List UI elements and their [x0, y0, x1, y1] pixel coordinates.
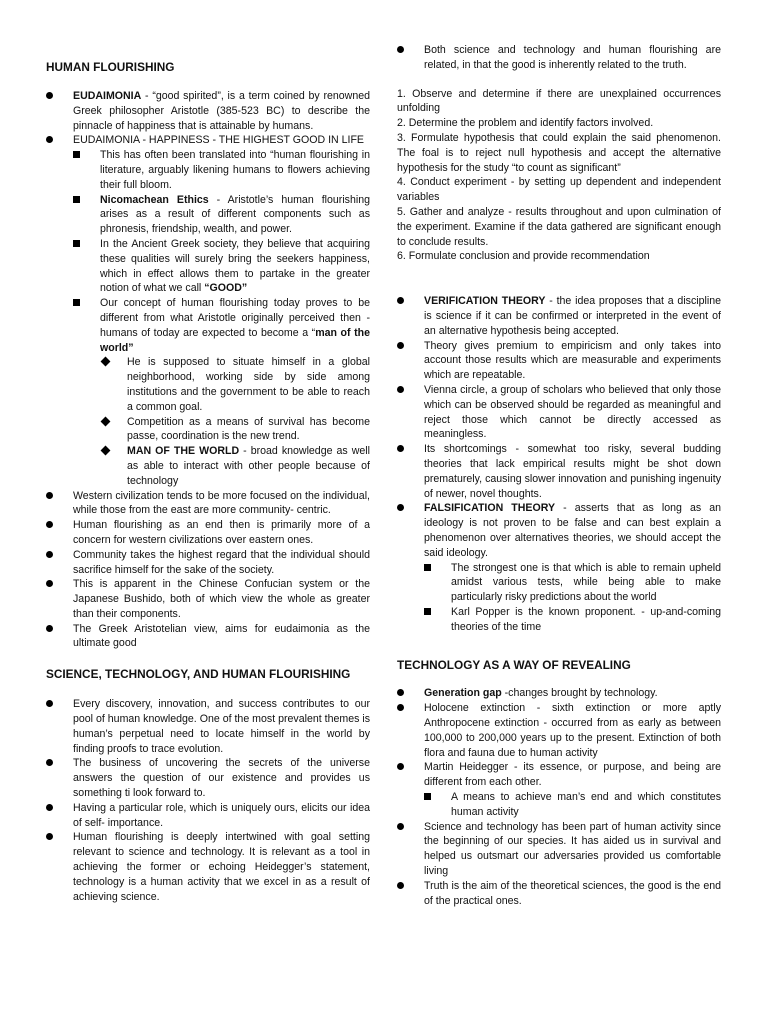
- list-item-body: -changes brought by technology.: [501, 687, 658, 700]
- list-item-text: [73, 489, 370, 519]
- list-item-body: Vienna circle, a group of scholars who believed that only those which can be observed should be regarded as meaningful and reject those which cannot be directly accessed as meaningless.: [424, 383, 721, 441]
- list-item: [397, 879, 721, 909]
- list-item-text: [451, 561, 721, 605]
- list-item-text: [424, 820, 721, 879]
- list-item: [46, 193, 370, 237]
- list-item-text: [73, 622, 370, 652]
- list-item-body: Western civilization tends to be more focused on the individual, while those from the east are more community- centric.: [73, 489, 370, 517]
- section-heading-technology-revealing: TECHNOLOGY AS A WAY OF REVEALING: [397, 658, 631, 673]
- bullet-dot-icon: [397, 342, 404, 349]
- list-item: [397, 43, 721, 73]
- list-item-body: Our concept of human flourishing today proves to be different from what Aristotle originally perceived then - humans of today are expected to become a “: [100, 297, 370, 339]
- list-item-text: [127, 444, 370, 488]
- list-item-body: EUDAIMONIA - HAPPINESS - THE HIGHEST GOOD IN LIFE: [73, 134, 364, 147]
- list-item: [397, 686, 721, 701]
- list-item-text: [73, 548, 370, 578]
- bullet-diamond-icon: [101, 357, 111, 367]
- list-item-body: Community takes the highest regard that the individual should sacrifice himself for the sake of the society.: [73, 548, 370, 576]
- list-item-term: Generation gap: [424, 687, 502, 700]
- list-item-text: [424, 686, 721, 701]
- numbered-steps: [397, 87, 721, 265]
- list-item-body: This has often been translated into “human flourishing in literature, arguably likening humans to flowers achieving their full bloom.: [100, 149, 370, 191]
- bullet-dot-icon: [397, 689, 404, 696]
- list-item: [397, 294, 721, 338]
- list-item: [46, 756, 370, 800]
- bullet-diamond-icon: [101, 416, 111, 426]
- bullet-square-icon: [73, 151, 80, 158]
- list-item-body: The strongest one is that which is able to remain upheld amidst various tests, while being able to make particularly risky predictions about the world: [451, 561, 721, 604]
- bullet-dot-icon: [46, 521, 53, 528]
- list-item-body: Competition as a means of survival has become passe, coordination is the new trend.: [127, 415, 370, 443]
- list-item: [397, 501, 721, 560]
- list-item-emphasis: man of the world”: [100, 326, 370, 354]
- bullet-square-icon: [424, 608, 431, 615]
- list-item: [46, 622, 370, 652]
- bullet-dot-icon: [397, 763, 404, 770]
- list-item: [46, 355, 370, 414]
- list-item-text: [73, 830, 370, 904]
- list-item: [46, 697, 370, 756]
- list-item-body: A means to achieve man’s end and which constitutes human activity: [451, 791, 721, 818]
- list-item: [46, 577, 370, 621]
- list-item: [46, 548, 370, 578]
- list-item-body: In the Ancient Greek society, they believe that acquiring these qualities will surely bring the seekers happiness, which in effect allows them to partake in the greater notion of what we call: [100, 237, 370, 295]
- list-item-text: [100, 296, 370, 355]
- list-item-text: [73, 697, 370, 756]
- list-item: [397, 383, 721, 442]
- list-item-text: [100, 237, 370, 296]
- bullet-square-icon: [73, 240, 80, 247]
- bullet-dot-icon: [46, 551, 53, 558]
- list-item-body: - Aristotle’s human flourishing arises as a result of different components such as phronesis, friendship, wealth, and power.: [100, 193, 370, 236]
- list-item: [46, 489, 370, 519]
- bullet-dot-icon: [397, 704, 404, 711]
- list-item-body: Having a particular role, which is uniquely ours, elicits our idea of self- importance.: [73, 801, 370, 829]
- bullet-square-icon: [73, 299, 80, 306]
- bullet-dot-icon: [397, 882, 404, 889]
- list-item: [397, 760, 721, 790]
- list-item-text: [424, 339, 721, 383]
- bullet-square-icon: [73, 196, 80, 203]
- bullet-dot-icon: [46, 92, 53, 99]
- list-item-text: [73, 89, 370, 133]
- list-item-text: [424, 294, 721, 338]
- list-item-body: Human flourishing is deeply intertwined with goal setting relevant to science and technology. It is relevant as a tool in achieving the former or echoing Heidegger’s statement, technology is a human activity that we excel in as a result of achieving science.: [73, 831, 370, 903]
- list-item-text: [451, 605, 721, 635]
- bullet-dot-icon: [397, 46, 404, 53]
- list-item-body: The business of uncovering the secrets of the universe answers the question of our existence and provides us something ti look forward to.: [73, 757, 370, 800]
- list-item: [397, 561, 721, 605]
- bullet-dot-icon: [397, 297, 404, 304]
- list-item-text: [73, 756, 370, 800]
- section-heading-science-technology: SCIENCE, TECHNOLOGY, AND HUMAN FLOURISHING: [46, 667, 351, 682]
- list-item-text: [73, 518, 370, 548]
- list-item: [46, 237, 370, 296]
- list-item-emphasis: “GOOD”: [204, 282, 248, 295]
- bullet-square-icon: [424, 564, 431, 571]
- bullet-dot-icon: [397, 445, 404, 452]
- step-6: 6. Formulate conclusion and provide recommendation: [397, 250, 650, 263]
- list-item: [46, 830, 370, 904]
- list-item-body: Human flourishing as an end then is primarily more of a concern for western civilizations over eastern ones.: [73, 519, 370, 546]
- list-item: [46, 415, 370, 445]
- list-item-text: [424, 442, 721, 501]
- list-item-body: - broad knowledge as well as able to interact with other people because of technology: [127, 445, 370, 487]
- list-item: [397, 442, 721, 501]
- list-item-body: - asserts that as long as an ideology is not proven to be false and can best explain a phenomenon over alternatives theories, we should accept the said ideology.: [424, 502, 721, 559]
- list-item: [46, 518, 370, 548]
- list-item-body: Science and technology has been part of human activity since the beginning of our species. It has aided us in survival and helped us outsmart our adversaries provided us comfortable living: [424, 820, 721, 878]
- list-item-text: [424, 760, 721, 790]
- bullet-dot-icon: [46, 492, 53, 499]
- list-item-text: [100, 193, 370, 237]
- left-column: [46, 0, 370, 904]
- list-item-body: He is supposed to situate himself in a global neighborhood, working side by side among institutions and the government to be able to reach a common goal.: [127, 356, 370, 413]
- list-item-body: Every discovery, innovation, and success contributes to our pool of human knowledge. One of the most prevalent themes is human’s perpetual need to locate himself in the world by finding proofs to trace evolution.: [73, 698, 370, 755]
- section-heading-human-flourishing: HUMAN FLOURISHING: [46, 60, 175, 74]
- list-item: [397, 820, 721, 879]
- bullet-list: [46, 697, 370, 904]
- bullet-list: [397, 686, 721, 908]
- list-item: [46, 133, 370, 148]
- bullet-diamond-icon: [101, 446, 111, 456]
- bullet-dot-icon: [46, 625, 53, 632]
- list-item: [46, 89, 370, 133]
- list-item: [397, 701, 721, 760]
- list-item: [46, 444, 370, 488]
- bullet-dot-icon: [397, 504, 404, 511]
- list-item: [46, 801, 370, 831]
- list-item-term: MAN OF THE WORLD: [127, 445, 240, 458]
- list-item-body: Both science and technology and human flourishing are related, in that the good is inherently related to the truth.: [424, 44, 721, 71]
- list-item-body: Holocene extinction - sixth extinction or more aptly Anthropocene extinction - occurred from as early as between 100,000 to 200,000 years up to the present. Extinction of both flora and fauna due to human activity: [424, 702, 721, 759]
- list-item-text: [424, 43, 721, 73]
- step-5: 5. Gather and analyze - results throughout and upon culmination of the experiment. Examine if the data gathered are significant enough to conclude results.: [397, 205, 721, 248]
- list-item: [46, 148, 370, 192]
- list-item-body: Martin Heidegger - its essence, or purpose, and being are different from each other.: [424, 761, 721, 789]
- bullet-dot-icon: [397, 386, 404, 393]
- bullet-list: [397, 43, 721, 73]
- list-item-body: Theory gives premium to empiricism and only takes into account those results which are measurable and experiments which are repeatable.: [424, 339, 721, 382]
- list-item-body: This is apparent in the Chinese Confucian system or the Japanese Bushido, both of which view the whole as greater than their components.: [73, 578, 370, 620]
- list-item-text: [424, 501, 721, 560]
- bullet-dot-icon: [46, 700, 53, 707]
- list-item: [46, 296, 370, 355]
- bullet-dot-icon: [397, 823, 404, 830]
- list-item-body: - “good spirited”, is a term coined by renowned Greek philosopher Aristotle (385-523 BC) to describe the pinnacle of happiness that is attainable by humans.: [73, 90, 370, 132]
- list-item-text: [73, 801, 370, 831]
- list-item-term: EUDAIMONIA: [73, 90, 142, 102]
- bullet-list: [397, 294, 721, 634]
- list-item-body: Truth is the aim of the theoretical sciences, the good is the end of the practical ones.: [424, 879, 721, 907]
- list-item: [397, 790, 721, 820]
- list-item-text: [127, 415, 370, 445]
- list-item-body: - the idea proposes that a discipline is science if it can be confirmed or interpreted in the event of an alternative hypothesis being accepted.: [424, 295, 721, 337]
- bullet-dot-icon: [46, 759, 53, 766]
- bullet-dot-icon: [46, 804, 53, 811]
- list-item-text: [73, 577, 370, 621]
- list-item-text: [451, 790, 721, 820]
- bullet-square-icon: [424, 793, 431, 800]
- step-3: 3. Formulate hypothesis that could explain the said phenomenon. The foal is to reject null hypothesis and accept the alternative hypothesis for the study “to count as significant”: [397, 131, 721, 174]
- list-item-text: [127, 355, 370, 414]
- bullet-dot-icon: [46, 136, 53, 143]
- list-item-body: Its shortcomings - somewhat too risky, several budding theories that lack empirical results might be shot down prematurely, causing slower innovation and punishing ingenuity of newer, novel thoughts.: [424, 443, 721, 500]
- list-item-text: [424, 701, 721, 760]
- list-item-text: [73, 133, 370, 148]
- list-item-body: The Greek Aristotelian view, aims for eudaimonia as the ultimate good: [73, 622, 370, 650]
- step-4: 4. Conduct experiment - by setting up dependent and independent variables: [397, 176, 721, 204]
- list-item-term: FALSIFICATION THEORY: [424, 502, 556, 515]
- list-item-term: VERIFICATION THEORY: [424, 295, 546, 308]
- list-item-text: [424, 383, 721, 442]
- list-item-text: [424, 879, 721, 909]
- list-item-body: Karl Popper is the known proponent. - up-and-coming theories of the time: [451, 605, 721, 633]
- bullet-dot-icon: [46, 833, 53, 840]
- list-item-term: Nicomachean Ethics: [100, 193, 209, 206]
- list-item: [397, 605, 721, 635]
- bullet-dot-icon: [46, 580, 53, 587]
- list-item-text: [100, 148, 370, 192]
- right-column: [397, 0, 721, 908]
- step-1: 1. Observe and determine if there are unexplained occurrences unfolding: [397, 87, 721, 115]
- bullet-list: [46, 89, 370, 651]
- step-2: 2. Determine the problem and identify factors involved.: [397, 117, 654, 130]
- list-item: [397, 339, 721, 383]
